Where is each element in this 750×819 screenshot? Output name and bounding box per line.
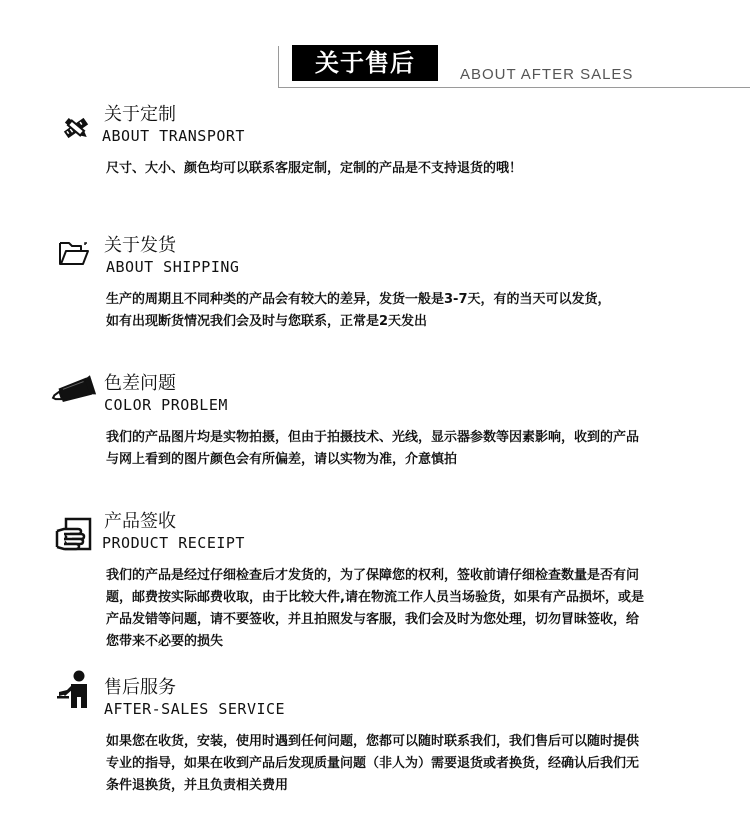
section-body	[106, 289, 706, 333]
section-title: 产品签收	[104, 511, 176, 532]
section-title: 售后服务	[104, 677, 176, 698]
section-title: 关于发货	[104, 235, 176, 256]
body-line: 您带来不必要的损失	[106, 634, 224, 649]
hand-receipt-icon	[54, 516, 94, 556]
body-line: 如果您在收货，安装，使用时遇到任何问题，您都可以随时联系我们，我们售后可以随时提供	[106, 734, 640, 749]
section-body	[106, 565, 706, 653]
page-title: 关于售后	[292, 45, 438, 81]
section-subtitle: ABOUT SHIPPING	[106, 258, 240, 276]
section-title: 色差问题	[104, 373, 176, 394]
section-subtitle: COLOR PROBLEM	[104, 396, 228, 414]
section-body	[106, 158, 706, 180]
section-subtitle: AFTER-SALES SERVICE	[104, 700, 286, 718]
header-divider-horizontal	[278, 87, 750, 88]
body-line: 我们的产品是经过仔细检查后才发货的，为了保障您的权利，签收前请仔细检查数量是否有问	[106, 568, 640, 583]
body-line: 与网上看到的图片颜色会有所偏差，请以实物为准，介意慎拍	[106, 452, 458, 467]
body-line: 尺寸、大小、颜色均可以联系客服定制，定制的产品是不支持退货的哦！	[106, 161, 523, 176]
body-line: 我们的产品图片均是实物拍摄，但由于拍摄技术、光线，显示器参数等因素影响，收到的产品	[106, 430, 640, 445]
service-person-icon	[57, 670, 95, 710]
section-subtitle: PRODUCT RECEIPT	[102, 534, 245, 552]
body-line: 条件退换货，并且负责相关费用	[106, 778, 289, 793]
paint-tube-icon	[50, 374, 98, 408]
body-line: 生产的周期且不同种类的产品会有较大的差异，发货一般是3-7天，有的当天可以发货，	[106, 292, 611, 307]
pen-ruler-icon	[60, 113, 92, 143]
body-line: 产品发错等问题，请不要签收，并且拍照发与客服，我们会及时为您处理，切勿冒昧签收，给	[106, 612, 640, 627]
body-line: 如有出现断货情况我们会及时与您联系，正常是2天发出	[106, 314, 428, 329]
section-subtitle: ABOUT TRANSPORT	[102, 127, 245, 145]
folder-icon	[57, 237, 91, 269]
section-body	[106, 427, 706, 471]
header-divider-vertical	[278, 46, 279, 88]
section-title: 关于定制	[104, 104, 176, 125]
section-body	[106, 731, 706, 797]
page-subtitle: ABOUT AFTER SALES	[460, 66, 634, 83]
body-line: 题，邮费按实际邮费收取，由于比较大件,请在物流工作人员当场验货，如果有产品损坏，或是	[106, 590, 644, 605]
body-line: 专业的指导，如果在收到产品后发现质量问题（非人为）需要退货或者换货，经确认后我们无	[106, 756, 640, 771]
